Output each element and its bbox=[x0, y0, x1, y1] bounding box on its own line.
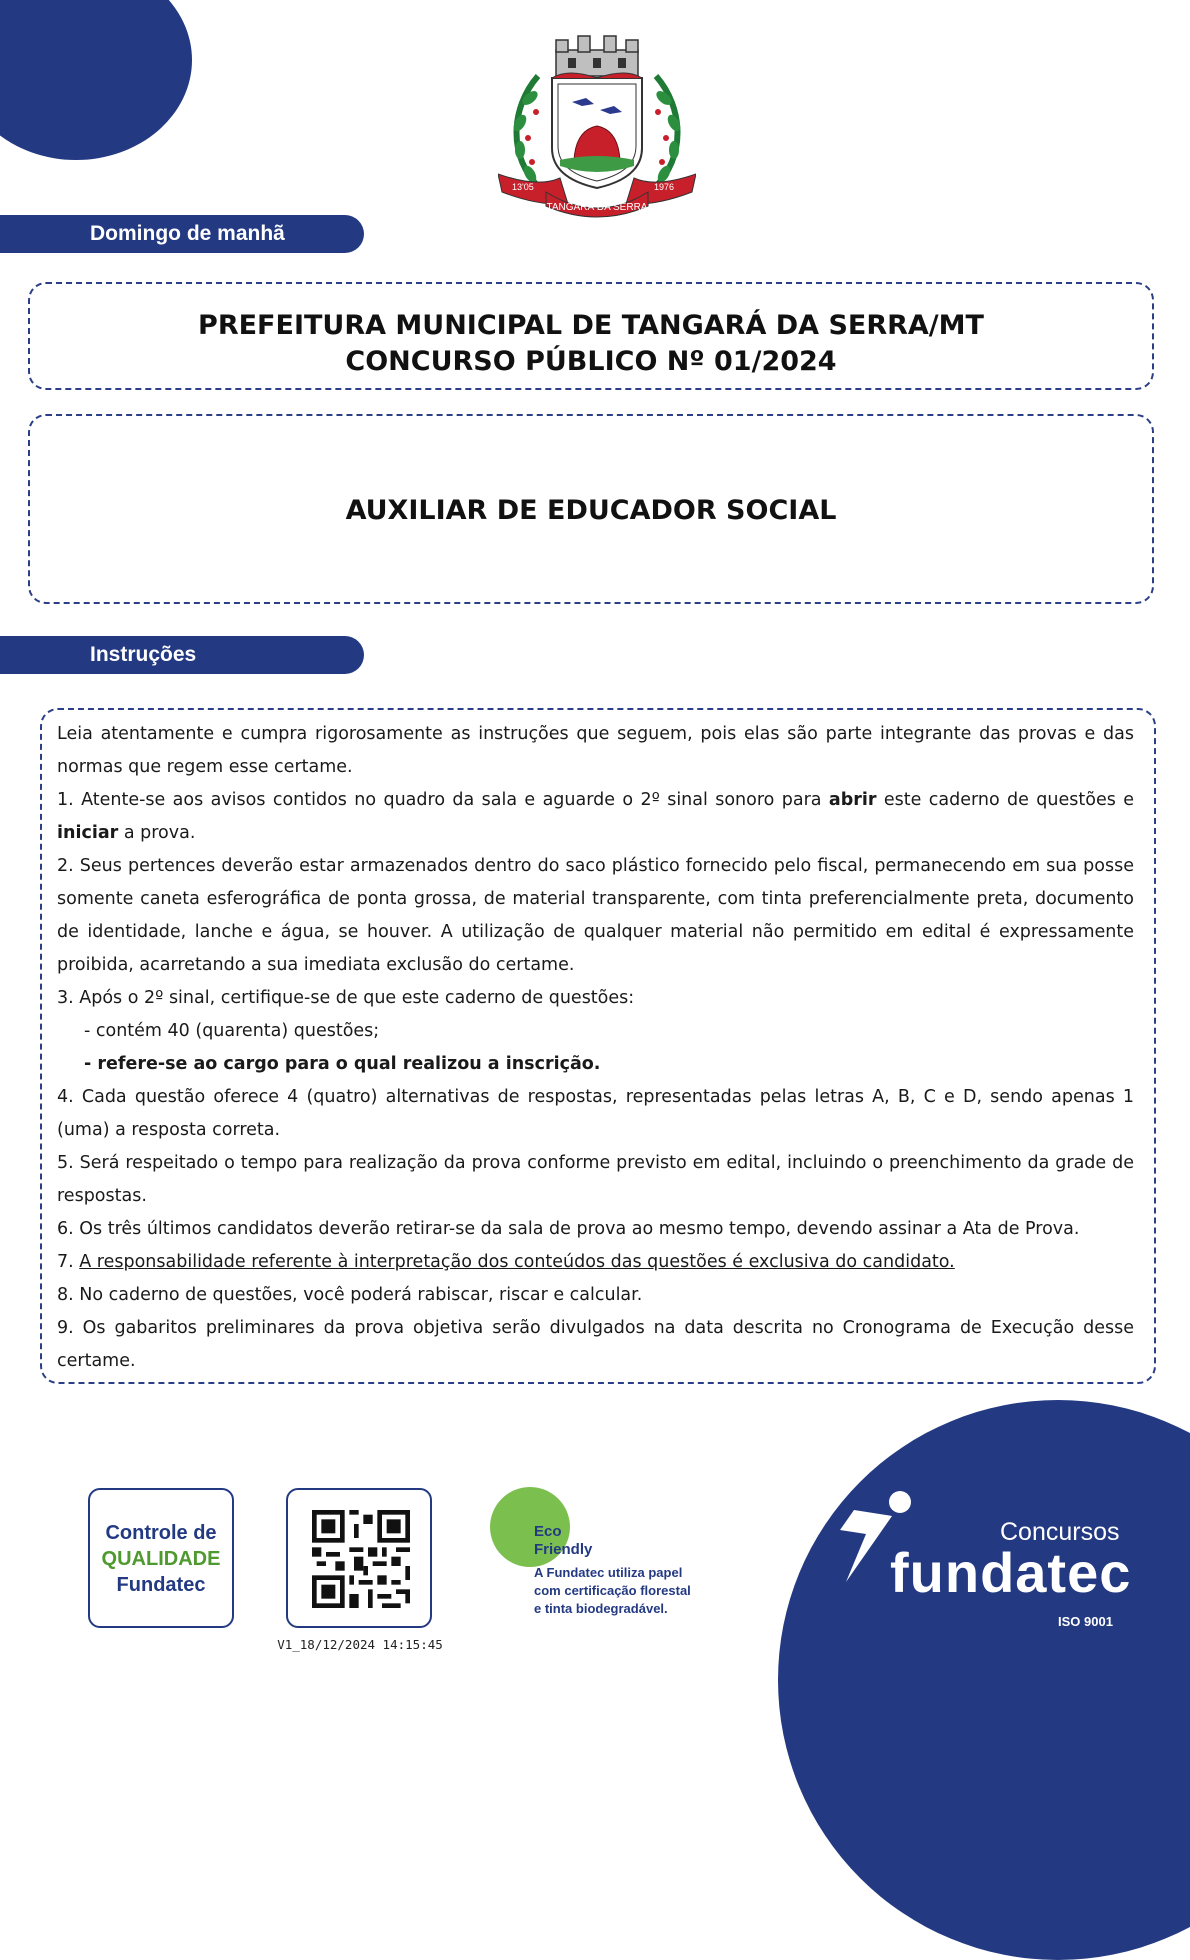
instructions-label: Instruções bbox=[0, 636, 364, 674]
eco-text-line: A Fundatec utiliza papel bbox=[534, 1565, 683, 1580]
instructions-box bbox=[40, 708, 1156, 1384]
crest-ribbon-text: TANGARÁ DA SERRA bbox=[546, 202, 648, 213]
instruction-item: 4. Cada questão oferece 4 (quatro) alternativas de respostas, representadas pelas letras A, B, C e D, sendo apenas 1 (uma) a resposta correta. bbox=[57, 1087, 1134, 1140]
instruction-underlined: A responsabilidade referente à interpretação dos conteúdos das questões é exclusiva do candidato. bbox=[79, 1252, 955, 1272]
exam-organizer-title: PREFEITURA MUNICIPAL DE TANGARÁ DA SERRA/MT bbox=[198, 310, 984, 341]
municipal-crest bbox=[498, 28, 696, 224]
eco-title bbox=[534, 1523, 592, 1559]
instruction-item: 3. Após o 2º sinal, certifique-se de que este caderno de questões: bbox=[57, 988, 635, 1008]
quality-line2: QUALIDADE bbox=[101, 1548, 221, 1570]
instruction-item: 9. Os gabaritos preliminares da prova objetiva serão divulgados na data descrita no Cronograma de Execução desse certame. bbox=[57, 1318, 1134, 1371]
instruction-text: a prova. bbox=[118, 823, 196, 843]
eco-text-line: e tinta biodegradável. bbox=[534, 1601, 668, 1616]
instruction-number: 7. bbox=[57, 1252, 80, 1272]
position-title: AUXILIAR DE EDUCADOR SOCIAL bbox=[345, 495, 837, 526]
instructions-intro: Leia atentamente e cumpra rigorosamente as instruções que seguem, pois elas são parte integrante das provas e das normas que regem esse certame. bbox=[57, 724, 1134, 777]
quality-line1: Controle de bbox=[105, 1522, 217, 1544]
qr-code-icon bbox=[312, 1510, 410, 1608]
instruction-item bbox=[57, 784, 1134, 850]
instruction-text: 1. Atente-se aos avisos contidos no quadro da sala e aguarde o 2º sinal sonoro para bbox=[57, 790, 829, 810]
instruction-text: este caderno de questões e bbox=[876, 790, 1134, 810]
instruction-subitem: - contém 40 (quarenta) questões; bbox=[84, 1021, 380, 1041]
header-box bbox=[28, 282, 1154, 390]
brand-iso: ISO 9001 bbox=[1058, 1614, 1113, 1629]
brand-fundatec: fundatec bbox=[890, 1541, 1132, 1604]
session-label: Domingo de manhã bbox=[0, 215, 364, 253]
corner-decoration bbox=[0, 0, 192, 160]
instruction-item: 2. Seus pertences deverão estar armazenados dentro do saco plástico fornecido pelo fiscal, permanecendo em sua posse somente caneta esferográfica de ponta grossa, de material transparente, com tinta preferencialmente preta, documento de identidade, lanche e água, se houver. A utilização de qualquer material não permitido em edital é expressamente proibida, acarretando a sua imediata exclusão do certame. bbox=[57, 856, 1134, 975]
version-stamp: V1_18/12/2024 14:15:45 bbox=[277, 1637, 443, 1652]
quality-line3: Fundatec bbox=[116, 1574, 206, 1596]
instruction-bold: iniciar bbox=[57, 823, 119, 843]
eco-text bbox=[534, 1564, 691, 1618]
position-box bbox=[28, 414, 1154, 604]
crest-date-left: 13'05 bbox=[512, 182, 534, 192]
corner-decoration bbox=[778, 1400, 1190, 1960]
eco-text-line: com certificação florestal bbox=[534, 1583, 691, 1598]
eco-title-line1: Eco bbox=[534, 1523, 562, 1540]
instruction-item: 5. Será respeitado o tempo para realização da prova conforme previsto em edital, incluindo o preenchimento da grade de respostas. bbox=[57, 1153, 1134, 1206]
instruction-item: 8. No caderno de questões, você poderá rabiscar, riscar e calcular. bbox=[57, 1285, 643, 1305]
instruction-bold: abrir bbox=[828, 790, 877, 810]
crest-date-right: 1976 bbox=[654, 182, 675, 192]
quality-badge bbox=[88, 1488, 234, 1628]
instruction-subitem: - refere-se ao cargo para o qual realizou a inscrição. bbox=[84, 1054, 601, 1074]
instruction-item bbox=[57, 1246, 1134, 1279]
eco-title-line2: Friendly bbox=[534, 1541, 593, 1558]
brand-concursos: Concursos bbox=[1000, 1518, 1120, 1546]
qr-code-box bbox=[286, 1488, 432, 1628]
exam-contest-title: CONCURSO PÚBLICO Nº 01/2024 bbox=[345, 346, 837, 377]
instruction-item: 6. Os três últimos candidatos deverão retirar-se da sala de prova ao mesmo tempo, devendo assinar a Ata de Prova. bbox=[57, 1219, 1080, 1239]
